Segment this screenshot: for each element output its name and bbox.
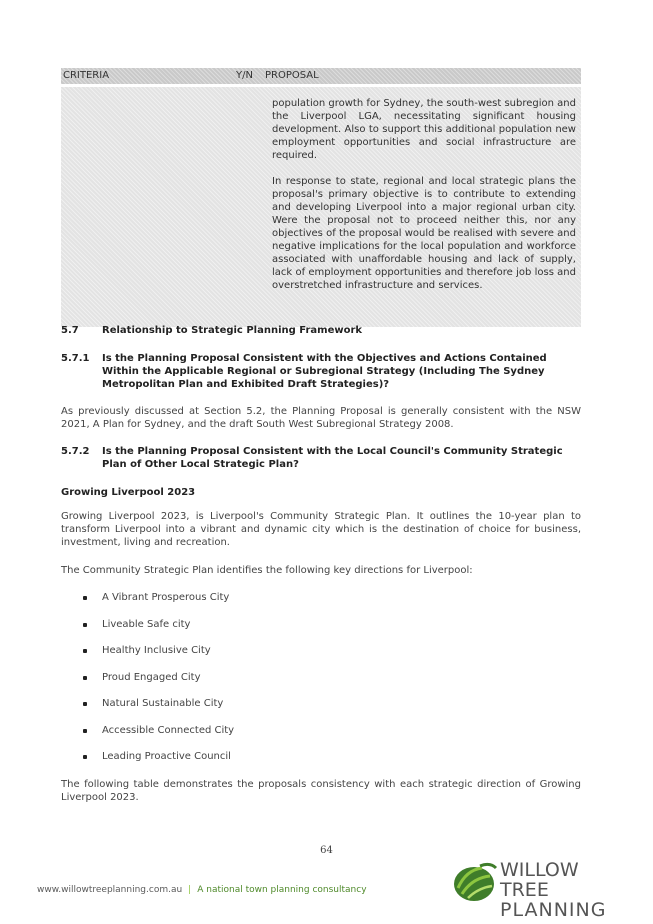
list-item: Natural Sustainable City <box>80 697 234 724</box>
body-paragraph: The Community Strategic Plan identifies the following key directions for Liverpool: <box>61 565 473 576</box>
section-number: 5.7.2 <box>61 446 90 457</box>
list-item: Liveable Safe city <box>80 618 234 645</box>
header-yn: Y/N <box>236 70 253 81</box>
footer-separator: | <box>188 885 192 895</box>
criteria-table <box>61 68 581 327</box>
list-item: Leading Proactive Council <box>80 750 234 777</box>
list-item: A Vibrant Prosperous City <box>80 591 234 618</box>
table-row <box>61 87 581 327</box>
section-number: 5.7 <box>61 325 79 336</box>
section-number: 5.7.1 <box>61 353 90 364</box>
section-title: Relationship to Strategic Planning Framework <box>102 325 363 336</box>
proposal-paragraph: In response to state, regional and local strategic plans the proposal's primary objective is to contribute to extending and developing Liverpool into a major regional urban city. Were the proposal not to proceed neither this, nor any objectives of the proposal would be realised with severe and negative implications for the local population and workforce associated with unaffordable housing and lack of supply, lack of employment opportunities and therefore job loss and overstretched infrastructure and services. <box>272 176 576 291</box>
footer <box>37 884 367 897</box>
list-item: Accessible Connected City <box>80 724 234 751</box>
footer-url[interactable]: www.willowtreeplanning.com.au <box>37 885 183 895</box>
header-criteria: CRITERIA <box>63 70 110 81</box>
body-paragraph: The following table demonstrates the proposals consistency with each strategic direction of Growing Liverpool 2023. <box>61 779 581 803</box>
logo-line-2: PLANNING <box>500 899 607 921</box>
logo-line-1: WILLOW TREE <box>500 859 579 901</box>
page-number: 64 <box>320 845 333 856</box>
list-item: Healthy Inclusive City <box>80 644 234 671</box>
key-directions-list <box>80 591 234 777</box>
proposal-paragraph: population growth for Sydney, the south-west subregion and the Liverpool LGA, necessitating significant housing development. Also to support this additional population new employment opportunities and social infrastructure are required. <box>272 98 576 161</box>
section-heading-5-7-1 <box>61 352 581 391</box>
logo-wordmark <box>500 860 624 920</box>
body-paragraph: Growing Liverpool 2023, is Liverpool's Community Strategic Plan. It outlines the 10-year plan to transform Liverpool into a vibrant and dynamic city which is the destination of choice for business, investment, living and recreation. <box>61 511 581 548</box>
footer-tagline: A national town planning consultancy <box>197 885 367 895</box>
proposal-cell <box>272 97 576 305</box>
header-proposal: PROPOSAL <box>265 70 319 81</box>
company-logo <box>452 858 624 921</box>
section-title: Is the Planning Proposal Consistent with the Objectives and Actions Contained Within the Applicable Regional or Subregional Strategy (Including The Sydney Metropolitan Plan and Exhibited Draft Strategies)? <box>102 353 547 390</box>
section-title: Is the Planning Proposal Consistent with the Local Council's Community Strategic Plan of Other Local Strategic Plan? <box>102 446 563 470</box>
tree-icon <box>452 858 500 904</box>
body-paragraph: As previously discussed at Section 5.2, the Planning Proposal is generally consistent with the NSW 2021, A Plan for Sydney, and the draft South West Subregional Strategy 2008. <box>61 406 581 430</box>
section-heading-5-7-2 <box>61 445 581 471</box>
list-item: Proud Engaged City <box>80 671 234 698</box>
section-heading-5-7 <box>61 324 581 337</box>
table-header-row <box>61 68 581 84</box>
subheading-growing-liverpool: Growing Liverpool 2023 <box>61 487 196 498</box>
